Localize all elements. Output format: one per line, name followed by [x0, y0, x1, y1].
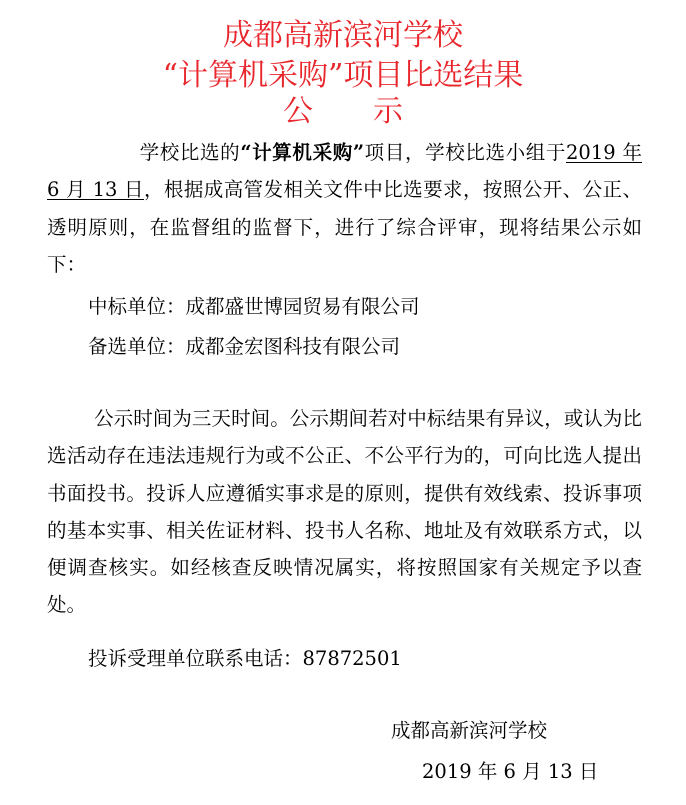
notice-period-paragraph	[47, 400, 642, 624]
intro-text-before-project: 学校比选的	[139, 141, 241, 164]
notice-label-part1: 公	[283, 94, 313, 129]
backup-name: 成都金宏图科技有限公司	[185, 335, 401, 358]
notice-label-part2: 示	[373, 94, 403, 129]
signature-date: 2019 年 6 月 13 日	[422, 760, 599, 783]
contact-line	[88, 640, 402, 677]
comparison-date: 2019 年 6 月 13 日	[47, 141, 642, 202]
contact-label: 投诉受理单位联系电话：	[88, 647, 303, 670]
winner-name: 成都盛世博园贸易有限公司	[185, 295, 420, 318]
intro-text-after-project: 项目，学校比选小组于	[364, 141, 567, 164]
backup-line	[88, 328, 400, 365]
notice-period-text: 公示时间为三天时间。公示期间若对中标结果有异议，或认为比选活动存在违法违规行为或不公正、不公平行为的，可向比选人提出书面投书。投诉人应遵循实事求是的原则，提供有效线索、投诉事项的基本实事、相关佐证材料、投书人名称、地址及有效联系方式，以便调查核实。如经核查反映情况属实，将按照国家有关规定予以查处。	[47, 407, 642, 617]
winner-label: 中标单位：	[88, 295, 186, 318]
winner-line	[88, 288, 420, 325]
notice-label	[0, 95, 686, 129]
school-title: 成都高新滨河学校	[223, 18, 463, 53]
contact-phone: 87872501	[302, 647, 402, 670]
intro-text-after-date: ，根据成高管发相关文件中比选要求，按照公开、公正、透明原则，在监督组的监督下，进行了综合评审，现将结果公示如下：	[47, 178, 642, 276]
project-name: “计算机采购”	[240, 141, 365, 164]
signature-school: 成都高新滨河学校	[391, 719, 548, 742]
intro-paragraph	[47, 134, 642, 283]
notice-title: “计算机采购”项目比选结果	[162, 58, 524, 93]
backup-label: 备选单位：	[88, 335, 186, 358]
